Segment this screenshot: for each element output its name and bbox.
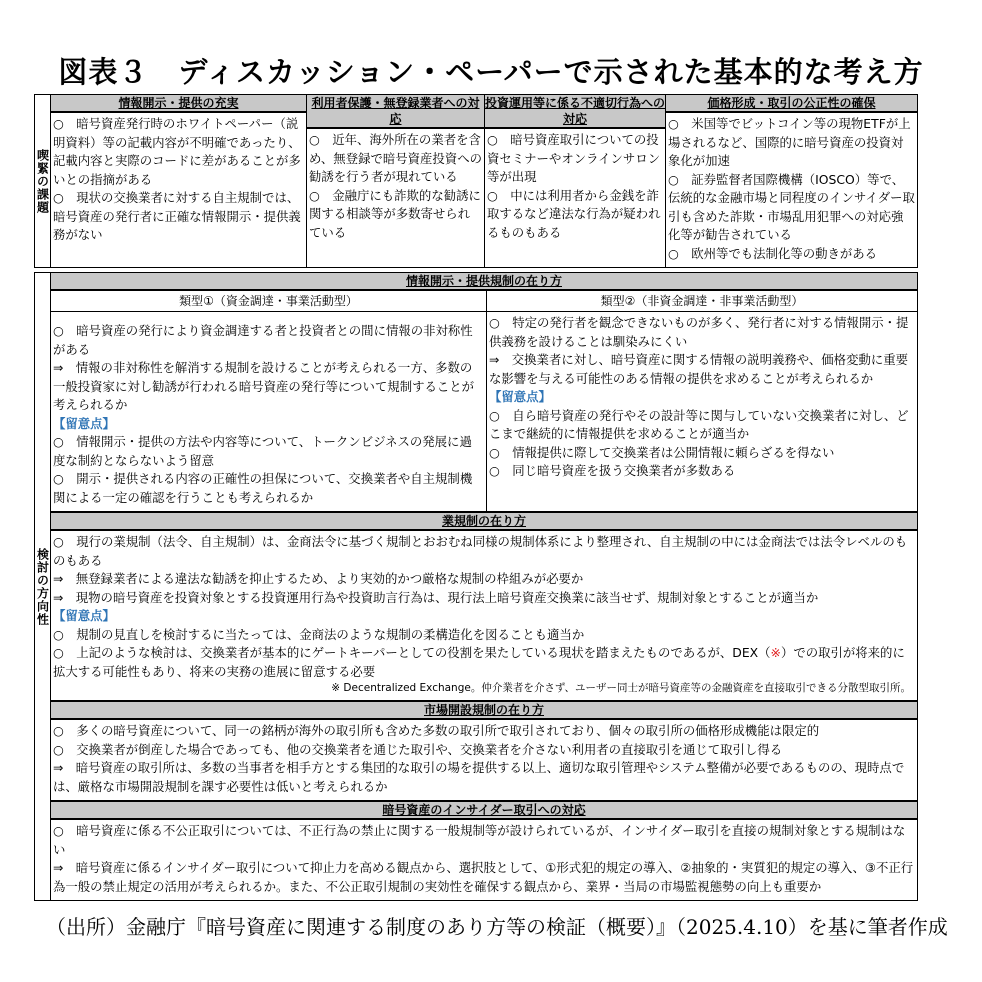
section-business-regulation bbox=[51, 513, 917, 702]
issue-item: ○ 近年、海外所在の業者を含め、無登録で暗号資産投資への勧誘を行う者が現れている bbox=[309, 132, 482, 184]
section-header: 暗号資産のインサイダー取引への対応 bbox=[51, 802, 917, 820]
side-label-issues bbox=[35, 95, 51, 267]
dex-text-post: ）での取引が将来的に拡大する可能性もあり、将来の実務の進展に留意する必要 bbox=[53, 645, 905, 679]
side-label-text: 喫緊の課題 bbox=[35, 148, 50, 214]
issue-item: ○ 米国等でビットコイン等の現物ETFが上場されるなど、国際的に暗号資産の投資対象化が加速 bbox=[668, 116, 911, 168]
item: ○ 暗号資産に係る不公正取引については、不正行為の禁止に関する一般規制等が設けられているが、インサイダー取引を直接の規制対象とする規制はない bbox=[53, 823, 906, 857]
issue-column-disclosure bbox=[51, 95, 307, 267]
item: ○ 交換業者が倒産した場合であっても、他の交換業者を通じた取引や、交換業者を介さない利用者の直接取引を通じて取引し得る bbox=[53, 741, 783, 757]
item: ○ 暗号資産の発行により資金調達する者と投資者との間に情報の非対称性がある bbox=[53, 323, 473, 357]
note-item: ○ 情報提供に際して交換業者は公開情報に頼らざるを得ない bbox=[489, 444, 835, 460]
item: ⇒ 暗号資産の取引所は、多数の当事者を相手方とする集団的な取引の場を提供する以上、適切な取引管理やシステム整備が必要であるものの、現時点では、厳格な市場開設規制を課す必要性は低いと考えられるか bbox=[53, 760, 905, 794]
issue-column-investment bbox=[485, 95, 666, 267]
note-label: 【留意点】 bbox=[53, 415, 115, 431]
item: ○ 特定の発行者を観念できないものが多く、発行者に対する情報開示・提供義務を設けることは馴染みにくい bbox=[489, 315, 909, 349]
item: ⇒ 現物の暗号資産を投資対象とする投資運用行為や投資助言行為は、現行法上暗号資産交換業に該当せず、規制対象とすることが適当か bbox=[53, 589, 819, 605]
column-header: 情報開示・提供の充実 bbox=[51, 95, 306, 113]
section-header: 情報開示・提供規制の在り方 bbox=[51, 273, 917, 291]
issue-item: ○ 証券監督者国際機構（IOSCO）等で、伝統的な金融市場と同程度のインサイダー取引も含めた詐欺・市場乱用犯罪への対応強化等が勧告されている bbox=[668, 171, 915, 242]
source-note: （出所）金融庁『暗号資産に関連する制度のあり方等の検証（概要）』（2025.4.10）を基に筆者作成 bbox=[46, 915, 948, 939]
issue-column-user-protection bbox=[307, 95, 485, 267]
section-header: 業規制の在り方 bbox=[51, 513, 917, 531]
issue-item: ○ 暗号資産取引についての投資セミナーやオンラインサロン等が出現 bbox=[487, 132, 661, 184]
column-header: 投資運用等に係る不適切行為への対応 bbox=[485, 95, 665, 129]
issue-item: ○ 中には利用者から金銭を詐取するなど違法な行為が疑われるものもある bbox=[487, 187, 661, 240]
note-item: ○ 開示・提供される内容の正確性の担保について、交換業者や自主規制機関による一定の確認を行うことも考えられるか bbox=[53, 471, 473, 505]
item: ⇒ 暗号資産に係るインサイダー取引について抑止力を高める観点から、選択肢として、①形式犯的規定の導入、②抽象的・実質犯的規定の導入、③不正行為一般の禁止規定の活用が考えられるか。また、不公正取引規制の実効性を確保する観点から、業界・当局の市場監視態勢の向上も重要か bbox=[53, 860, 914, 894]
note-item-dex bbox=[53, 644, 915, 681]
dex-text-pre: ○ 上記のような検討は、交換業者が基本的にゲートキーパーとしての役割を果たしている現状を踏まえたものであるが、DEX（ bbox=[53, 645, 771, 660]
item: ○ 現行の業規制（法令、自主規制）は、金商法令に基づく規制とおおむね同様の規制体系により整理され、自主規制の中には金商法では法令レベルのものもある bbox=[53, 534, 908, 568]
type2-label: 類型②（非資金調達・非事業活動型） bbox=[487, 291, 917, 312]
type2-column bbox=[487, 291, 917, 511]
section-insider-trading bbox=[51, 802, 917, 900]
column-header: 利用者保護・無登録業者への対応 bbox=[307, 95, 484, 129]
item: ⇒ 情報の非対称性を解消する規制を設けることが考えられる一方、多数の一般投資家に対し勧誘が行われる暗号資産の発行等について規制することが考えられるか bbox=[53, 360, 475, 412]
issue-item: ○ 欧州等でも法制化等の動きがある bbox=[668, 245, 878, 261]
urgent-issues-table bbox=[34, 94, 918, 268]
side-label-direction bbox=[35, 273, 51, 900]
dex-footnote: ※ Decentralized Exchange。仲介業者を介さず、ユーザー同士が暗号資産等の金融資産を直接取引できる分散型取引所。 bbox=[331, 682, 911, 694]
issue-item: ○ 暗号資産発行時のホワイトペーパー（説明資料）等の記載内容が不明確であったり、記載内容と実際のコードに差があることが多いとの指摘がある bbox=[53, 116, 301, 187]
type1-label: 類型①（資金調達・事業活動型） bbox=[51, 291, 486, 312]
column-header: 価格形成・取引の公正性の確保 bbox=[666, 95, 917, 113]
issue-item: ○ 金融庁にも詐欺的な勧誘に関する相談等が多数寄せられている bbox=[309, 187, 481, 240]
note-item: ○ 規制の見直しを検討するに当たっては、金商法のような規制の柔構造化を図ることも適当か bbox=[53, 626, 585, 642]
note-label: 【留意点】 bbox=[489, 389, 551, 404]
note-item: ○ 情報開示・提供の方法や内容等について、トークンビジネスの発展に過度な制約とならないよう留意 bbox=[53, 434, 472, 468]
dex-footnote-mark: ※ bbox=[770, 645, 781, 660]
figure-title: 図表３ ディスカッション・ペーパーで示された基本的な考え方 bbox=[58, 55, 924, 89]
section-market-regulation bbox=[51, 702, 917, 802]
direction-table bbox=[34, 272, 918, 901]
figure-body bbox=[34, 94, 948, 950]
section-disclosure bbox=[51, 273, 917, 513]
item: ⇒ 交換業者に対し、暗号資産に関する情報の説明義務や、価格変動に重要な影響を与える可能性のある情報の提供を求めることが考えられるか bbox=[489, 352, 909, 386]
item: ○ 多くの暗号資産について、同一の銘柄が海外の取引所も含めた多数の取引所で取引されており、個々の取引所の価格形成機能は限定的 bbox=[53, 723, 820, 738]
issue-column-price-formation bbox=[666, 95, 917, 267]
note-label: 【留意点】 bbox=[53, 608, 115, 623]
issue-item: ○ 現状の交換業者に対する自主規制では、暗号資産の発行者に正確な情報開示・提供義務がない bbox=[53, 190, 301, 242]
type1-column bbox=[51, 291, 487, 511]
section-header: 市場開設規制の在り方 bbox=[51, 702, 917, 720]
note-item: ○ 自ら暗号資産の発行やその設計等に関与していない交換業者に対し、どこまで継続的に情報提供を求めることが適当か bbox=[489, 407, 909, 441]
item: ⇒ 無登録業者による違法な勧誘を抑止するため、より実効的かつ厳格な規制の枠組みが必要か bbox=[53, 571, 584, 586]
side-label-text: 検討の方向性 bbox=[35, 547, 50, 626]
note-item: ○ 同じ暗号資産を扱う交換業者が多数ある bbox=[489, 463, 736, 478]
